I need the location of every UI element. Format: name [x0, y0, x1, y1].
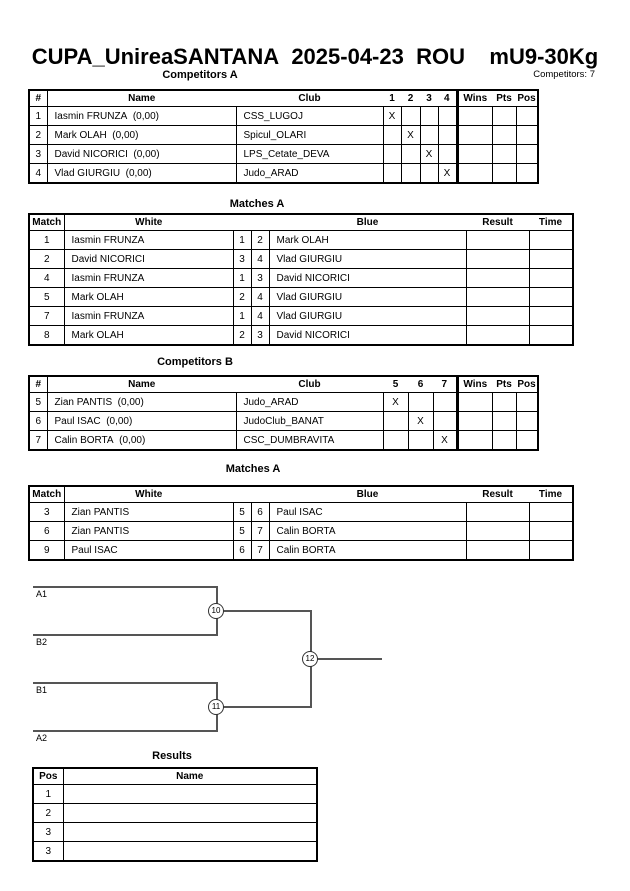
- col-header-pos: Pos: [33, 768, 63, 785]
- cell-match-no: 1: [29, 231, 64, 250]
- cell-club: JudoClub_BANAT: [236, 412, 383, 431]
- cell-result: [466, 307, 529, 326]
- col-header-blue: Blue: [269, 214, 466, 231]
- cell-mark: [383, 145, 401, 164]
- cell-blue-num: 3: [251, 326, 269, 346]
- cell-mark: [401, 145, 420, 164]
- col-header-match: Match: [29, 486, 64, 503]
- col-header-pos: Pos: [516, 376, 538, 393]
- bracket-slot-label: A2: [36, 733, 48, 743]
- cell-white-num: 1: [233, 269, 251, 288]
- cell-club: CSS_LUGOJ: [236, 107, 383, 126]
- cell-white-name: Iasmin FRUNZA: [64, 269, 233, 288]
- cell-club: Judo_ARAD: [236, 164, 383, 184]
- cell-name: [63, 823, 317, 842]
- col-header-spacer: [251, 486, 269, 503]
- matches-b-table: [28, 485, 574, 561]
- cell-time: [529, 522, 573, 541]
- match-row: [29, 231, 573, 250]
- cell-mark: [438, 126, 457, 145]
- bracket-line-b2: [33, 634, 217, 636]
- competitor-row: [29, 393, 538, 412]
- cell-pos: [516, 126, 538, 145]
- cell-pos: 3: [33, 842, 63, 862]
- cell-match-no: 7: [29, 307, 64, 326]
- cell-mark: [420, 164, 438, 184]
- page-title: CUPA_UnireaSANTANA 2025-04-23 ROU mU9-30Kg: [31, 44, 599, 69]
- cell-blue-num: 2: [251, 231, 269, 250]
- cell-name: Iasmin FRUNZA (0,00): [47, 107, 236, 126]
- cell-mark: [401, 107, 420, 126]
- col-header-club: Club: [236, 90, 383, 107]
- cell-white-name: David NICORICI: [64, 250, 233, 269]
- cell-blue-num: 7: [251, 541, 269, 561]
- results-table: [32, 767, 318, 862]
- result-row: [33, 823, 317, 842]
- cell-white-name: Iasmin FRUNZA: [64, 307, 233, 326]
- cell-wins: [457, 145, 492, 164]
- cell-club: Spicul_OLARI: [236, 126, 383, 145]
- col-header-pts: Pts: [492, 376, 516, 393]
- col-header-4: 4: [438, 90, 457, 107]
- bracket-match-node: 12: [302, 651, 318, 667]
- match-row: [29, 307, 573, 326]
- bracket-match-node: 10: [208, 603, 224, 619]
- cell-pts: [492, 393, 516, 412]
- cell-white-num: 1: [233, 231, 251, 250]
- cell-match-no: 2: [29, 250, 64, 269]
- col-header-spacer: [251, 214, 269, 231]
- cell-white-name: Mark OLAH: [64, 288, 233, 307]
- cell-blue-name: Vlad GIURGIU: [269, 250, 466, 269]
- cell-white-name: Zian PANTIS: [64, 503, 233, 522]
- cell-pos: 1: [33, 785, 63, 804]
- bracket-connector: [217, 706, 311, 708]
- cell-blue-num: 4: [251, 250, 269, 269]
- cell-blue-name: Calin BORTA: [269, 541, 466, 561]
- cell-club: CSC_DUMBRAVITA: [236, 431, 383, 451]
- competitor-row: [29, 164, 538, 184]
- col-header-result: Result: [466, 486, 529, 503]
- cell-white-num: 2: [233, 326, 251, 346]
- header-row: [33, 768, 317, 785]
- cell-mark: [433, 393, 457, 412]
- cell-white-num: 1: [233, 307, 251, 326]
- match-row: [29, 326, 573, 346]
- col-header-club: Club: [236, 376, 383, 393]
- cell-name: [63, 842, 317, 862]
- col-header-wins: Wins: [457, 376, 492, 393]
- competitors-a-title: Competitors A: [162, 69, 238, 81]
- match-row: [29, 269, 573, 288]
- cell-mark: [408, 393, 433, 412]
- cell-mark: [433, 412, 457, 431]
- col-header-2: 2: [401, 90, 420, 107]
- cell-pts: [492, 126, 516, 145]
- col-header-white: White: [64, 486, 233, 503]
- cell-result: [466, 250, 529, 269]
- bracket-slot-label: B2: [36, 637, 48, 647]
- cell-name: David NICORICI (0,00): [47, 145, 236, 164]
- cell-mark: [383, 164, 401, 184]
- cell-match-no: 3: [29, 503, 64, 522]
- cell-result: [466, 231, 529, 250]
- cell-mark: [383, 126, 401, 145]
- cell-blue-num: 7: [251, 522, 269, 541]
- cell-rank: 2: [29, 126, 47, 145]
- bracket-winner-line: [311, 658, 382, 660]
- match-row: [29, 541, 573, 561]
- cell-pos: 3: [33, 823, 63, 842]
- cell-white-num: 2: [233, 288, 251, 307]
- header-row: [29, 376, 538, 393]
- cell-blue-name: Paul ISAC: [269, 503, 466, 522]
- cell-blue-num: 4: [251, 307, 269, 326]
- competitors-b-table: [28, 375, 539, 451]
- cell-time: [529, 307, 573, 326]
- competitors-a-table: [28, 89, 539, 184]
- cell-pos: [516, 164, 538, 184]
- cell-white-num: 3: [233, 250, 251, 269]
- col-header-rank: #: [29, 90, 47, 107]
- header-row: [29, 486, 573, 503]
- cell-mark: X: [408, 412, 433, 431]
- cell-name: [63, 804, 317, 823]
- cell-blue-name: David NICORICI: [269, 326, 466, 346]
- competitor-row: [29, 412, 538, 431]
- bracket-connector: [217, 610, 311, 612]
- cell-wins: [457, 431, 492, 451]
- cell-wins: [457, 164, 492, 184]
- cell-pos: [516, 145, 538, 164]
- cell-white-num: 5: [233, 503, 251, 522]
- cell-wins: [457, 412, 492, 431]
- competitors-b-title: Competitors B: [157, 356, 233, 368]
- bracket-match-node: 11: [208, 699, 224, 715]
- cell-result: [466, 503, 529, 522]
- col-header-name: Name: [47, 376, 236, 393]
- cell-pts: [492, 431, 516, 451]
- cell-mark: [438, 145, 457, 164]
- competitors-count: Competitors: 7: [533, 69, 595, 80]
- cell-mark: [401, 164, 420, 184]
- cell-mark: [383, 431, 408, 451]
- cell-white-name: Iasmin FRUNZA: [64, 231, 233, 250]
- cell-white-num: 5: [233, 522, 251, 541]
- results-title: Results: [152, 750, 192, 762]
- col-header-wins: Wins: [457, 90, 492, 107]
- cell-rank: 5: [29, 393, 47, 412]
- cell-mark: [383, 412, 408, 431]
- cell-mark: X: [420, 145, 438, 164]
- col-header-result: Result: [466, 214, 529, 231]
- cell-result: [466, 288, 529, 307]
- cell-pts: [492, 164, 516, 184]
- bracket-slot-label: B1: [36, 685, 48, 695]
- cell-name: Zian PANTIS (0,00): [47, 393, 236, 412]
- cell-name: Calin BORTA (0,00): [47, 431, 236, 451]
- cell-rank: 3: [29, 145, 47, 164]
- cell-pos: [516, 107, 538, 126]
- cell-result: [466, 326, 529, 346]
- matches-a-title: Matches A: [229, 198, 285, 210]
- cell-mark: [408, 431, 433, 451]
- cell-pts: [492, 145, 516, 164]
- cell-blue-name: Vlad GIURGIU: [269, 307, 466, 326]
- cell-rank: 6: [29, 412, 47, 431]
- col-header-5: 5: [383, 376, 408, 393]
- col-header-pts: Pts: [492, 90, 516, 107]
- cell-result: [466, 269, 529, 288]
- match-row: [29, 503, 573, 522]
- col-header-time: Time: [529, 486, 573, 503]
- cell-time: [529, 288, 573, 307]
- cell-blue-name: Mark OLAH: [269, 231, 466, 250]
- matches-b-title: Matches A: [225, 463, 281, 475]
- matches-a-table: [28, 213, 574, 346]
- cell-name: Mark OLAH (0,00): [47, 126, 236, 145]
- col-header-rank: #: [29, 376, 47, 393]
- header-row: [29, 214, 573, 231]
- result-row: [33, 804, 317, 823]
- col-header-1: 1: [383, 90, 401, 107]
- col-header-6: 6: [408, 376, 433, 393]
- result-row: [33, 785, 317, 804]
- cell-blue-name: David NICORICI: [269, 269, 466, 288]
- cell-white-name: Mark OLAH: [64, 326, 233, 346]
- cell-rank: 4: [29, 164, 47, 184]
- cell-club: Judo_ARAD: [236, 393, 383, 412]
- match-row: [29, 250, 573, 269]
- col-header-spacer: [233, 214, 251, 231]
- cell-name: [63, 785, 317, 804]
- cell-mark: [438, 107, 457, 126]
- cell-pts: [492, 412, 516, 431]
- cell-time: [529, 326, 573, 346]
- col-header-name: Name: [47, 90, 236, 107]
- bracket-slot-label: A1: [36, 589, 48, 599]
- cell-club: LPS_Cetate_DEVA: [236, 145, 383, 164]
- bracket-line-a2: [33, 730, 217, 732]
- cell-wins: [457, 107, 492, 126]
- col-header-white: White: [64, 214, 233, 231]
- cell-blue-num: 4: [251, 288, 269, 307]
- cell-mark: X: [383, 107, 401, 126]
- cell-pos: [516, 431, 538, 451]
- bracket-line-a1: [33, 586, 217, 588]
- cell-white-name: Paul ISAC: [64, 541, 233, 561]
- match-row: [29, 288, 573, 307]
- cell-white-num: 6: [233, 541, 251, 561]
- cell-pos: [516, 393, 538, 412]
- cell-pos: 2: [33, 804, 63, 823]
- col-header-time: Time: [529, 214, 573, 231]
- competitor-row: [29, 126, 538, 145]
- cell-time: [529, 541, 573, 561]
- competitor-row: [29, 431, 538, 451]
- bracket-line-b1: [33, 682, 217, 684]
- cell-pts: [492, 107, 516, 126]
- cell-mark: [420, 126, 438, 145]
- cell-time: [529, 250, 573, 269]
- cell-match-no: 5: [29, 288, 64, 307]
- cell-rank: 1: [29, 107, 47, 126]
- header-row: [29, 90, 538, 107]
- cell-name: Paul ISAC (0,00): [47, 412, 236, 431]
- cell-mark: X: [438, 164, 457, 184]
- cell-white-name: Zian PANTIS: [64, 522, 233, 541]
- col-header-match: Match: [29, 214, 64, 231]
- competitor-row: [29, 107, 538, 126]
- col-header-spacer: [233, 486, 251, 503]
- cell-match-no: 4: [29, 269, 64, 288]
- cell-rank: 7: [29, 431, 47, 451]
- cell-blue-name: Calin BORTA: [269, 522, 466, 541]
- cell-result: [466, 522, 529, 541]
- cell-time: [529, 503, 573, 522]
- col-header-pos: Pos: [516, 90, 538, 107]
- cell-time: [529, 269, 573, 288]
- col-header-blue: Blue: [269, 486, 466, 503]
- cell-match-no: 9: [29, 541, 64, 561]
- cell-name: Vlad GIURGIU (0,00): [47, 164, 236, 184]
- cell-match-no: 6: [29, 522, 64, 541]
- cell-wins: [457, 126, 492, 145]
- cell-mark: [420, 107, 438, 126]
- cell-blue-num: 6: [251, 503, 269, 522]
- cell-result: [466, 541, 529, 561]
- cell-blue-num: 3: [251, 269, 269, 288]
- match-row: [29, 522, 573, 541]
- cell-mark: X: [401, 126, 420, 145]
- col-header-7: 7: [433, 376, 457, 393]
- cell-pos: [516, 412, 538, 431]
- result-row: [33, 842, 317, 862]
- cell-wins: [457, 393, 492, 412]
- cell-mark: X: [383, 393, 408, 412]
- col-header-name: Name: [63, 768, 317, 785]
- col-header-3: 3: [420, 90, 438, 107]
- cell-blue-name: Vlad GIURGIU: [269, 288, 466, 307]
- cell-mark: X: [433, 431, 457, 451]
- cell-match-no: 8: [29, 326, 64, 346]
- competitor-row: [29, 145, 538, 164]
- cell-time: [529, 231, 573, 250]
